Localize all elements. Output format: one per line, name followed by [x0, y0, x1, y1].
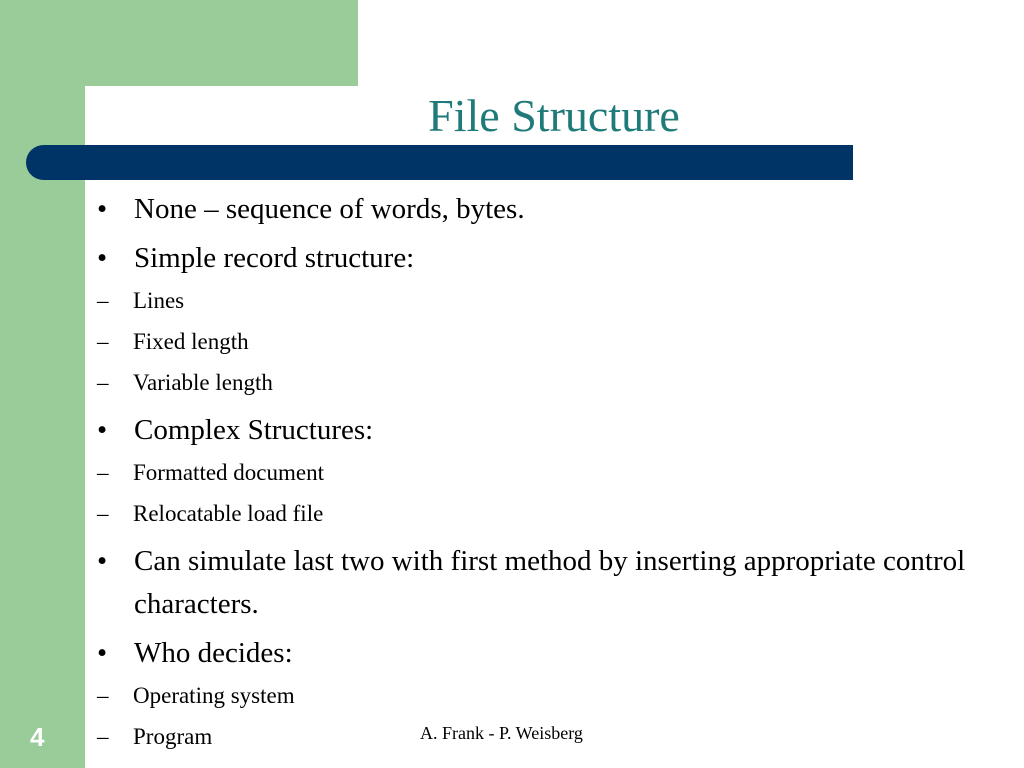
bullet-item — [97, 632, 1017, 675]
sub-bullet-item — [97, 493, 1017, 534]
sub-bullet-text: Operating system — [133, 683, 295, 708]
bullet-item — [97, 188, 1017, 231]
bullet-dot: • — [97, 414, 108, 446]
sub-bullet-text: Lines — [133, 288, 185, 313]
sub-bullet-dash: – — [97, 460, 109, 485]
sub-bullet-dash: – — [97, 724, 109, 749]
bullet-text: None – sequence of words, bytes. — [134, 193, 525, 225]
sub-bullet-item — [97, 362, 1017, 403]
slide-title: File Structure — [428, 90, 680, 141]
sub-bullet-item — [97, 675, 1017, 716]
sub-bullet-text: Program — [133, 724, 213, 749]
sub-bullet-dash: – — [97, 683, 109, 708]
bullet-list — [97, 188, 1017, 757]
green-top-band — [0, 0, 358, 86]
bullet-text: Can simulate last two with first method by inserting appropriate control characters. — [134, 545, 966, 620]
sub-bullet-text: Variable length — [133, 370, 273, 395]
sub-bullet-text: Fixed length — [133, 329, 249, 354]
bullet-dot: • — [97, 193, 108, 225]
sub-bullet-dash: – — [97, 370, 109, 395]
bullet-dot: • — [97, 242, 108, 274]
title-underline-bar — [26, 145, 853, 180]
slide-footer: A. Frank - P. Weisberg — [420, 723, 583, 743]
sub-bullet-text: Relocatable load file — [133, 501, 324, 526]
bullet-text: Simple record structure: — [134, 242, 415, 274]
green-side-band — [0, 0, 85, 768]
sub-bullet-item — [97, 452, 1017, 493]
sub-bullet-item — [97, 280, 1017, 321]
slide-number: 4 — [30, 722, 45, 752]
sub-bullet-item — [97, 321, 1017, 362]
sub-bullet-text: Formatted document — [133, 460, 324, 485]
bullet-dot: • — [97, 637, 108, 669]
sub-bullet-dash: – — [97, 329, 109, 354]
bullet-text: Who decides: — [134, 637, 293, 669]
bullet-dot: • — [97, 545, 108, 577]
sub-bullet-dash: – — [97, 288, 109, 313]
bullet-item — [97, 409, 1017, 452]
sub-bullet-dash: – — [97, 501, 109, 526]
bullet-item — [97, 237, 1017, 280]
bullet-text: Complex Structures: — [134, 414, 374, 446]
bullet-item — [97, 540, 1017, 626]
